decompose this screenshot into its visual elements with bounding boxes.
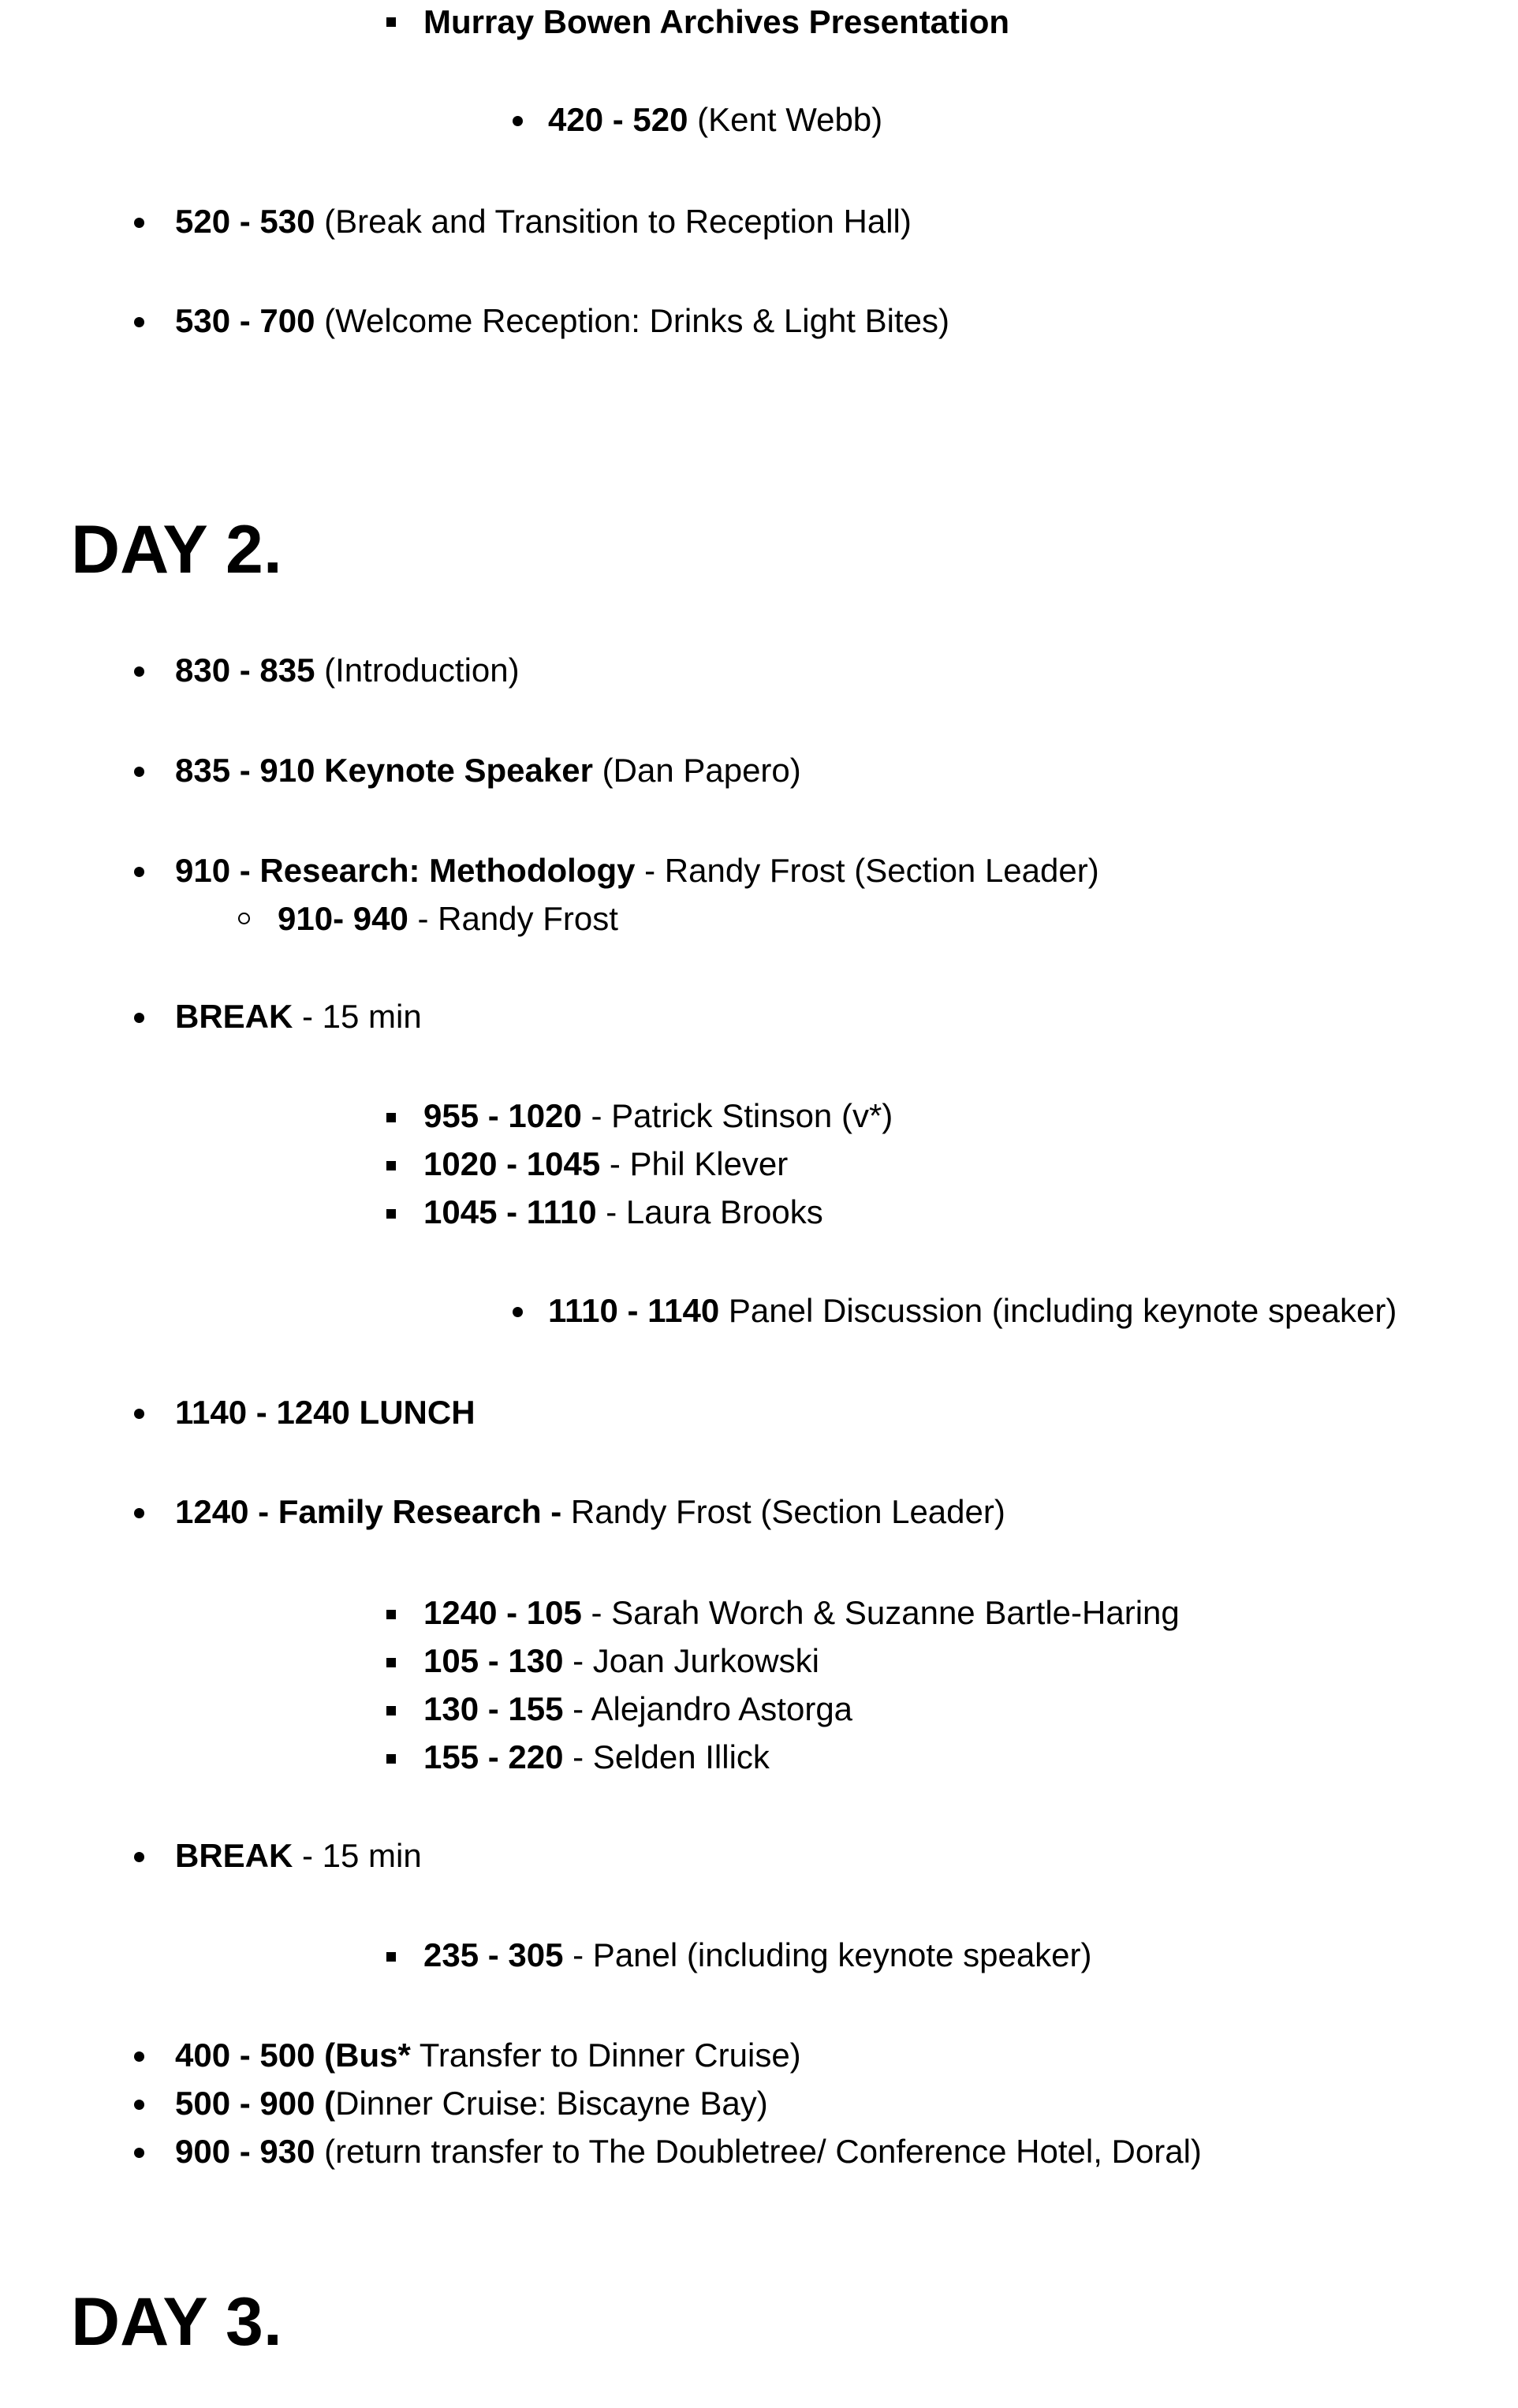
disc-bullet-icon [134, 1852, 144, 1862]
list-item-murray-bowen [423, 2, 1009, 43]
item-text: - Phil Klever [600, 1145, 789, 1182]
item-text: Randy Frost (Section Leader) [561, 1493, 1005, 1530]
item-text: - 15 min [293, 998, 422, 1035]
day-2-heading: DAY 2. [71, 512, 282, 588]
list-item-keynote [175, 750, 801, 791]
item-time: 910- 940 [278, 900, 408, 937]
disc-bullet-icon [134, 867, 144, 877]
list-item-phil-klever [423, 1144, 788, 1185]
item-time: 1240 - Family Research [175, 1493, 542, 1530]
item-text: (Kent Webb) [688, 101, 883, 138]
list-item-dinner-cruise [175, 2083, 768, 2124]
item-time: Murray Bowen Archives Presentation [423, 3, 1009, 40]
disc-bullet-icon [134, 2148, 144, 2158]
item-text: (Break and Transition to Reception Hall) [315, 203, 912, 240]
item-time: 1240 - 105 [423, 1594, 582, 1631]
list-item-return-transfer [175, 2131, 1202, 2172]
item-time: 105 - 130 [423, 1642, 564, 1679]
item-time: 1140 - 1240 LUNCH [175, 1394, 476, 1431]
disc-bullet-icon [513, 116, 523, 126]
item-text: - Randy Frost (Section Leader) [635, 852, 1099, 889]
square-bullet-icon [386, 1754, 396, 1764]
item-text: - Selden Illick [563, 1738, 770, 1775]
item-time: 900 - 930 [175, 2133, 315, 2170]
list-item-panel-2 [423, 1935, 1092, 1976]
list-item-family-research [175, 1491, 1005, 1533]
list-item-welcome-reception [175, 301, 949, 342]
list-item-panel-discussion [548, 1290, 1397, 1331]
item-time: 400 - 500 (Bus* [175, 2037, 411, 2074]
disc-bullet-icon [513, 1307, 523, 1317]
disc-bullet-icon [134, 1409, 144, 1419]
item-text: Transfer to Dinner Cruise) [410, 2037, 801, 2074]
list-item-kent-webb [548, 99, 882, 140]
item-time: 420 - 520 [548, 101, 688, 138]
item-text: - Alejandro Astorga [563, 1690, 853, 1727]
item-text: (return transfer to The Doubletree/ Conference Hotel, Doral) [315, 2133, 1202, 2170]
list-item-research-methodology [175, 850, 1099, 891]
item-text: (Dan Papero) [592, 752, 801, 789]
item-time: 1045 - 1110 [423, 1193, 597, 1230]
item-text: - Sarah Worch & Suzanne Bartle-Haring [581, 1594, 1180, 1631]
item-text: (Introduction) [315, 651, 520, 689]
item-time: 130 - 155 [423, 1690, 564, 1727]
disc-bullet-icon [134, 767, 144, 777]
item-text: - Patrick Stinson (v*) [581, 1097, 893, 1134]
square-bullet-icon [386, 1952, 396, 1962]
item-time: 910 - Research: Methodology [175, 852, 636, 889]
item-time: 500 - 900 ( [175, 2085, 336, 2122]
disc-bullet-icon [134, 1508, 144, 1518]
square-bullet-icon [386, 1209, 396, 1219]
list-item-astorga [423, 1689, 852, 1730]
list-item-illick [423, 1737, 770, 1778]
square-bullet-icon [386, 1658, 396, 1667]
list-item-worch-haring [423, 1592, 1180, 1633]
item-time: 955 - 1020 [423, 1097, 582, 1134]
list-item-laura-brooks [423, 1192, 823, 1233]
item-time: 520 - 530 [175, 203, 315, 240]
item-time: 235 - 305 [423, 1936, 564, 1973]
list-item-break-1 [175, 996, 422, 1037]
list-item-randy-frost [278, 898, 618, 939]
item-text: (Welcome Reception: Drinks & Light Bites) [315, 302, 950, 339]
square-bullet-icon [386, 1610, 396, 1619]
list-item-jurkowski [423, 1641, 819, 1682]
item-time: 1110 - 1140 [548, 1292, 720, 1329]
item-time: 155 - 220 [423, 1738, 564, 1775]
square-bullet-icon [386, 1706, 396, 1715]
item-label: BREAK [175, 998, 293, 1035]
item-text: - Laura Brooks [596, 1193, 823, 1230]
list-item-lunch [175, 1392, 476, 1433]
item-separator: - [541, 1493, 562, 1530]
circle-bullet-icon [238, 913, 250, 924]
item-text: - Randy Frost [408, 900, 618, 937]
disc-bullet-icon [134, 2100, 144, 2110]
disc-bullet-icon [134, 1013, 144, 1023]
item-text: Dinner Cruise: Biscayne Bay) [335, 2085, 768, 2122]
item-text: - Joan Jurkowski [563, 1642, 819, 1679]
list-item-bus-transfer [175, 2035, 801, 2076]
item-time: 830 - 835 [175, 651, 315, 689]
item-text: - 15 min [293, 1837, 422, 1874]
item-text: Panel Discussion (including keynote speaker) [719, 1292, 1397, 1329]
disc-bullet-icon [134, 317, 144, 327]
item-time: 835 - 910 Keynote Speaker [175, 752, 593, 789]
item-time: 1020 - 1045 [423, 1145, 601, 1182]
disc-bullet-icon [134, 2051, 144, 2062]
day-3-heading: DAY 3. [71, 2284, 282, 2360]
item-label: BREAK [175, 1837, 293, 1874]
disc-bullet-icon [134, 218, 144, 228]
square-bullet-icon [386, 1113, 396, 1122]
item-text: - Panel (including keynote speaker) [563, 1936, 1092, 1973]
list-item-break-2 [175, 1835, 422, 1876]
square-bullet-icon [386, 1161, 396, 1170]
disc-bullet-icon [134, 666, 144, 677]
list-item-break-transition [175, 201, 912, 242]
square-bullet-icon [386, 17, 396, 27]
list-item-introduction [175, 650, 520, 691]
item-time: 530 - 700 [175, 302, 315, 339]
list-item-patrick-stinson [423, 1096, 893, 1137]
